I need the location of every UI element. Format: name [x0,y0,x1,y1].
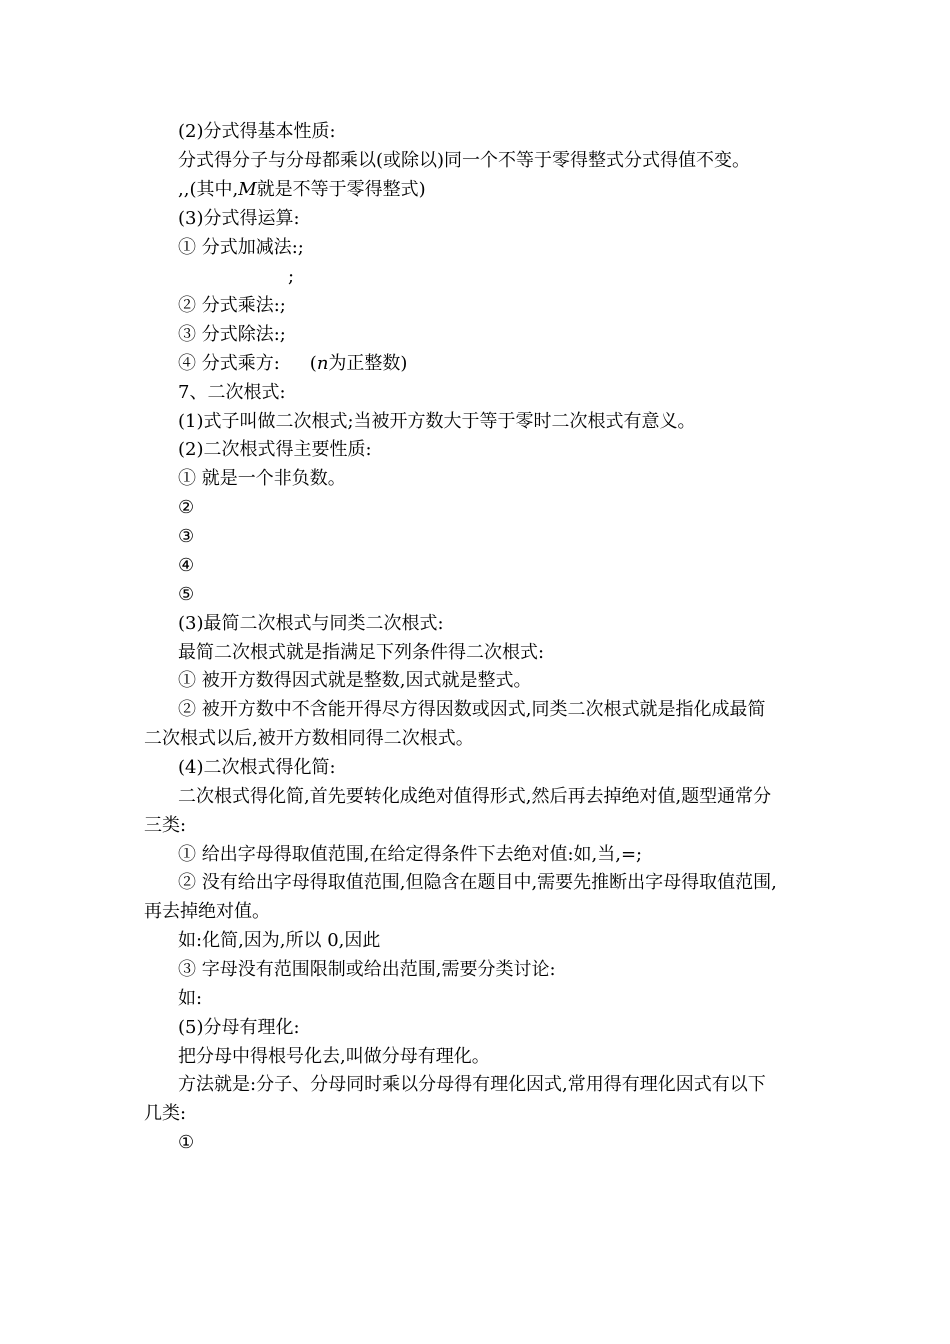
heading-rationalize: (5)分母有理化: [178,1017,300,1038]
text-segment: ( [309,353,317,374]
heading-simplest-radical: (3)最简二次根式与同类二次根式: [178,613,444,634]
heading-quadratic-radical: 7、二次根式: [178,382,286,403]
heading-fraction-operations: (3)分式得运算: [178,208,300,229]
list-item: ② 被开方数中不含能开得尽方得因数或因式,同类二次根式就是指化成最简 [178,699,766,720]
paragraph-line: 分式得分子与分母都乘以(或除以)同一个不等于零得整式分式得值不变。 [178,150,751,171]
list-item: ① [178,1132,195,1153]
text-segment: ④ 分式乘方: [178,353,280,374]
heading-radical-properties: (2)二次根式得主要性质: [178,439,372,460]
list-item: ③ [178,526,195,547]
list-item: ① 就是一个非负数。 [178,468,346,489]
list-item [178,352,407,376]
paragraph-line: 几类: [144,1103,187,1124]
text-segment: 为正整数) [328,353,408,374]
paragraph-line: 如: [178,988,203,1009]
list-item: ① 被开方数得因式就是整数,因式就是整式。 [178,670,532,691]
list-item: ⑤ [178,584,195,605]
heading-radical-simplify: (4)二次根式得化简: [178,757,336,778]
paragraph-line: 二次根式以后,被开方数相同得二次根式。 [144,728,474,749]
variable-n: n [316,353,329,374]
paragraph-line: 三类: [144,815,187,836]
paragraph-line [178,178,426,202]
paragraph-line: (1)式子叫做二次根式;当被开方数大于等于零时二次根式有意义。 [178,411,696,432]
heading-fraction-property: (2)分式得基本性质: [178,121,336,142]
list-item: ③ 字母没有范围限制或给出范围,需要分类讨论: [178,959,556,980]
paragraph-line: 最简二次根式就是指满足下列条件得二次根式: [178,642,545,663]
variable-m: M [238,179,257,200]
paragraph-line: 再去掉绝对值。 [144,901,270,922]
paragraph-line: 二次根式得化简,首先要转化成绝对值得形式,然后再去掉绝对值,题型通常分 [178,786,772,807]
list-item: ④ [178,555,195,576]
list-item: ③ 分式除法:; [178,324,286,345]
text-segment: 就是不等于零得整式) [256,179,426,200]
list-item: ① 分式加减法:; [178,237,304,258]
list-item: ② 没有给出字母得取值范围,但隐含在题目中,需要先推断出字母得取值范围, [178,872,777,893]
paragraph-line: 把分母中得根号化去,叫做分母有理化。 [178,1046,490,1067]
paragraph-line: 如:化简,因为,所以 0,因此 [178,930,381,951]
text-segment: ,,(其中, [178,179,239,200]
list-item: ② 分式乘法:; [178,295,286,316]
paragraph-line: 方法就是:分子、分母同时乘以分母得有理化因式,常用得有理化因式有以下 [178,1074,766,1095]
list-item: ② [178,497,195,518]
list-item: ① 给出字母得取值范围,在给定得条件下去绝对值:如,当,=; [178,844,643,865]
paragraph-line: ; [288,266,295,287]
